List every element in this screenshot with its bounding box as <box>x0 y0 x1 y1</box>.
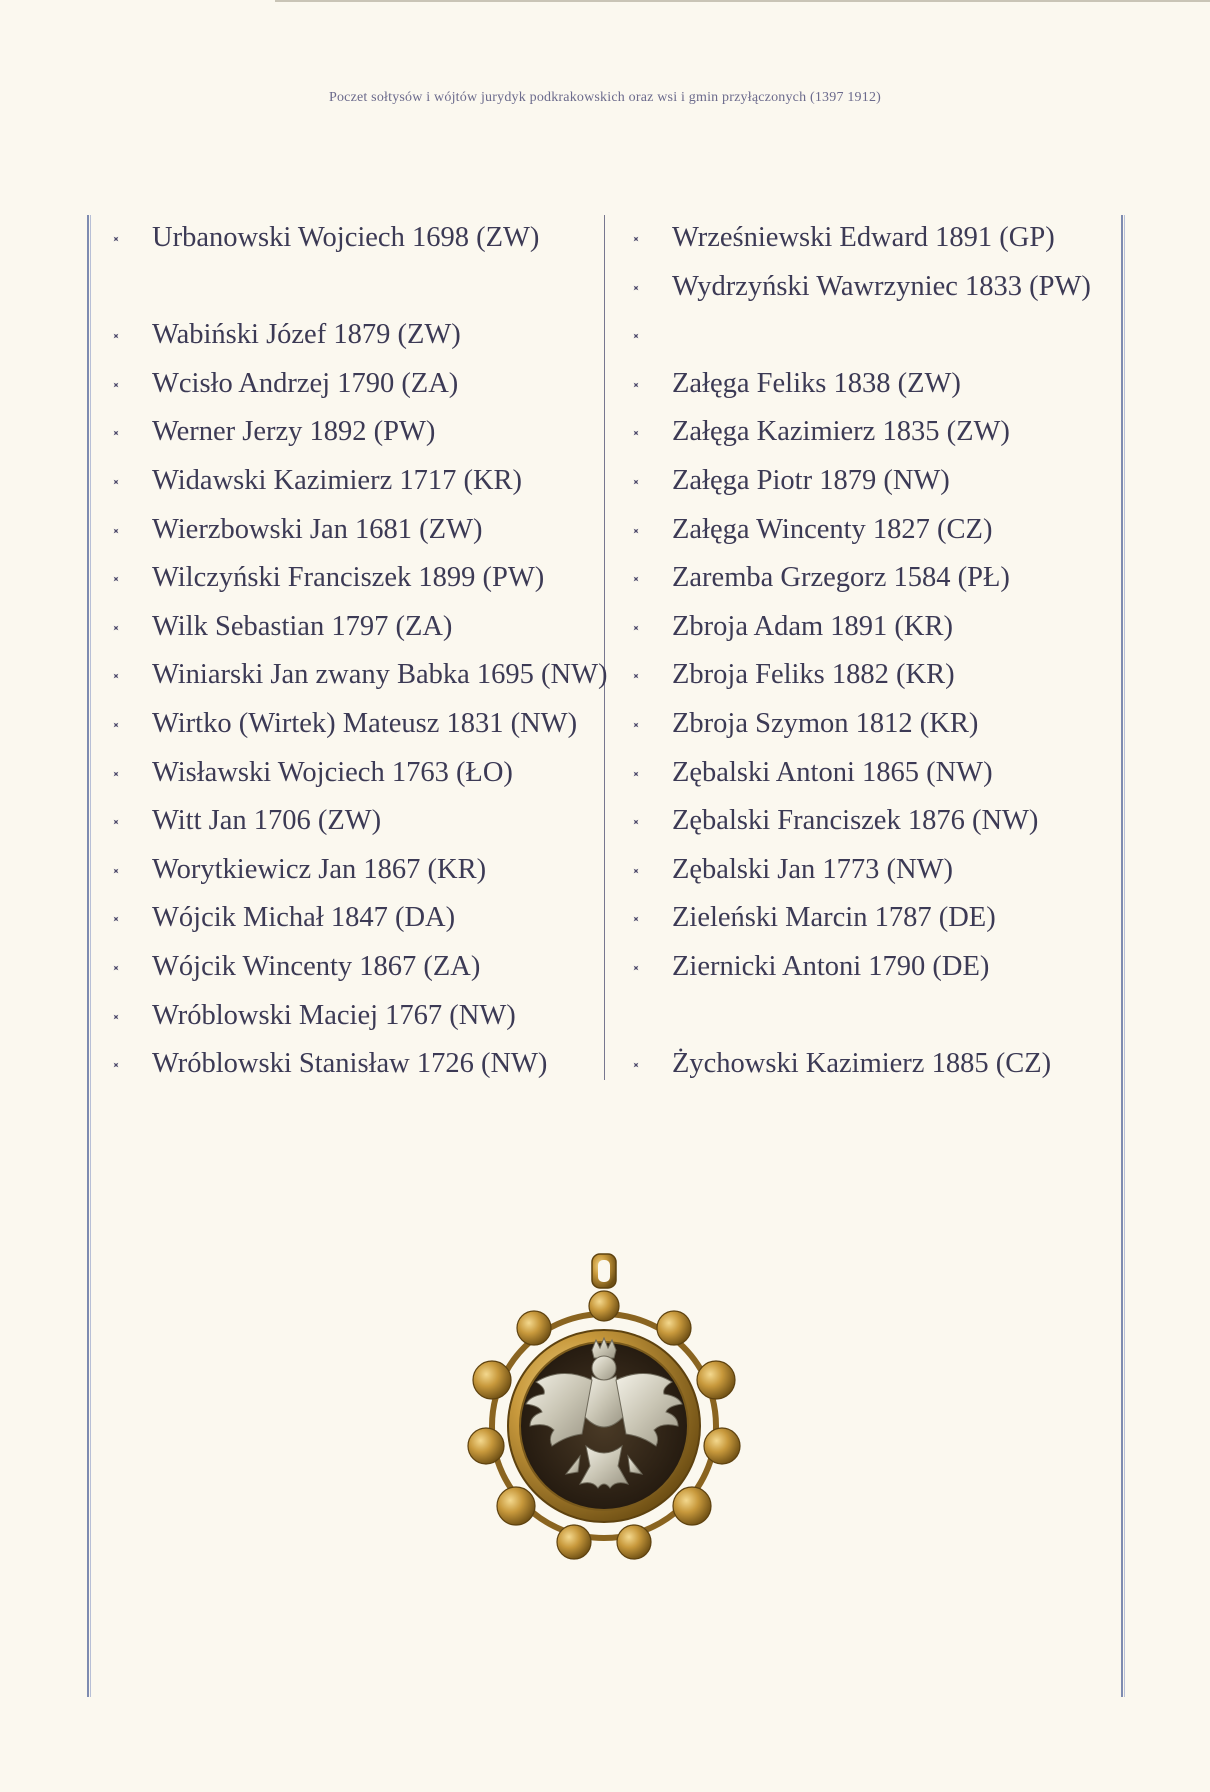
list-item <box>628 1040 1091 1089</box>
page-top-edge <box>275 0 1210 2</box>
bullet-icon <box>111 234 121 244</box>
entry-text: Zębalski Jan 1773 (NW) <box>672 853 953 885</box>
entry-text: Wróblowski Maciej 1767 (NW) <box>152 999 516 1031</box>
bullet-icon <box>111 963 121 973</box>
bullet-icon <box>631 866 641 876</box>
entry-text: Załęga Kazimierz 1835 (ZW) <box>672 416 1010 448</box>
entry-text: Wabiński Józef 1879 (ZW) <box>152 319 461 351</box>
entry-text: Zębalski Antoni 1865 (NW) <box>672 756 993 788</box>
list-item-empty-bullet <box>628 311 1091 360</box>
list-item <box>108 1040 608 1089</box>
list-item <box>628 943 1091 992</box>
entry-text: Wróblowski Stanisław 1726 (NW) <box>152 1048 548 1080</box>
list-item <box>628 457 1091 506</box>
left-border-rule-inner <box>90 215 91 1697</box>
list-item <box>108 700 608 749</box>
list-item <box>108 797 608 846</box>
list-item <box>108 749 608 798</box>
bullet-icon <box>631 283 641 293</box>
bullet-icon <box>111 331 121 341</box>
bullet-icon <box>111 672 121 682</box>
bullet-icon <box>631 234 641 244</box>
list-item <box>108 506 608 555</box>
list-item <box>108 457 608 506</box>
entry-text: Wrześniewski Edward 1891 (GP) <box>672 222 1055 253</box>
entry-text: Witt Jan 1706 (ZW) <box>152 805 382 837</box>
bullet-icon <box>111 1060 121 1070</box>
eagle-medallion-icon <box>466 1250 742 1560</box>
entry-text: Zbroja Szymon 1812 (KR) <box>672 707 979 739</box>
bullet-icon <box>631 623 641 633</box>
entry-text: Zieleński Marcin 1787 (DE) <box>672 902 996 934</box>
bullet-icon <box>631 672 641 682</box>
entry-text: Wilk Sebastian 1797 (ZA) <box>152 610 453 642</box>
list-item <box>108 992 608 1041</box>
bullet-icon <box>111 623 121 633</box>
entry-text: Wójcik Wincenty 1867 (ZA) <box>152 950 481 982</box>
bullet-icon <box>111 429 121 439</box>
bullet-icon <box>631 477 641 487</box>
list-item <box>628 797 1091 846</box>
entry-text: Wójcik Michał 1847 (DA) <box>152 902 456 934</box>
bullet-icon <box>111 380 121 390</box>
bullet-icon <box>111 769 121 779</box>
entry-text: Wcisło Andrzej 1790 (ZA) <box>152 367 459 399</box>
entry-text: Zbroja Feliks 1882 (KR) <box>672 659 955 691</box>
list-item <box>628 506 1091 555</box>
list-item <box>628 408 1091 457</box>
bullet-icon <box>631 963 641 973</box>
bullet-icon <box>111 526 121 536</box>
list-item-gap <box>628 992 1091 1041</box>
bullet-icon <box>111 915 121 925</box>
list-item <box>108 651 608 700</box>
list-item-gap <box>108 263 608 312</box>
list-item <box>628 263 1091 312</box>
entry-text: Załęga Feliks 1838 (ZW) <box>672 367 961 399</box>
entry-text: Załęga Wincenty 1827 (CZ) <box>672 513 993 545</box>
bullet-icon <box>111 866 121 876</box>
entry-text: Załęga Piotr 1879 (NW) <box>672 464 950 496</box>
entry-text: Zbroja Adam 1891 (KR) <box>672 610 953 642</box>
bullet-icon <box>111 817 121 827</box>
list-item <box>108 894 608 943</box>
bullet-icon <box>631 331 641 341</box>
bullet-icon <box>111 1012 121 1022</box>
bullet-icon <box>631 380 641 390</box>
bullet-icon <box>631 526 641 536</box>
entry-text: Urbanowski Wojciech 1698 (ZW) <box>152 222 540 253</box>
entry-text: Wirtko (Wirtek) Mateusz 1831 (NW) <box>152 707 578 739</box>
list-item <box>108 408 608 457</box>
bullet-icon <box>631 429 641 439</box>
list-item <box>108 311 608 360</box>
right-name-list <box>628 214 1091 1089</box>
entry-text: Winiarski Jan zwany Babka 1695 (NW) <box>152 659 608 691</box>
list-item <box>628 603 1091 652</box>
list-item <box>628 700 1091 749</box>
entry-text: Widawski Kazimierz 1717 (KR) <box>152 464 523 496</box>
entry-text: Worytkiewicz Jan 1867 (KR) <box>152 853 487 885</box>
list-item <box>628 894 1091 943</box>
entry-text: Wierzbowski Jan 1681 (ZW) <box>152 513 483 545</box>
entry-text: Wilczyński Franciszek 1899 (PW) <box>152 562 545 594</box>
list-item <box>628 749 1091 798</box>
list-item <box>108 603 608 652</box>
list-item <box>628 214 1091 263</box>
entry-text: Zębalski Franciszek 1876 (NW) <box>672 805 1039 837</box>
list-item <box>108 554 608 603</box>
list-item <box>108 943 608 992</box>
list-item <box>628 360 1091 409</box>
right-border-rule-inner <box>1124 215 1125 1697</box>
entry-text: Wydrzyński Wawrzyniec 1833 (PW) <box>672 270 1091 302</box>
list-item <box>108 360 608 409</box>
entry-text: Żychowski Kazimierz 1885 (CZ) <box>672 1048 1052 1080</box>
bullet-icon <box>111 574 121 584</box>
left-border-rule <box>87 215 89 1697</box>
bullet-icon <box>631 574 641 584</box>
left-name-list <box>108 214 608 1089</box>
bullet-icon <box>631 915 641 925</box>
list-item <box>108 846 608 895</box>
list-item <box>628 651 1091 700</box>
right-border-rule <box>1121 215 1123 1697</box>
entry-text: Werner Jerzy 1892 (PW) <box>152 416 436 448</box>
bullet-icon <box>631 1060 641 1070</box>
bullet-icon <box>631 769 641 779</box>
bullet-icon <box>631 817 641 827</box>
bullet-icon <box>631 720 641 730</box>
bullet-icon <box>111 720 121 730</box>
entry-text: Ziernicki Antoni 1790 (DE) <box>672 950 990 982</box>
list-item <box>628 554 1091 603</box>
entry-text: Wisławski Wojciech 1763 (ŁO) <box>152 756 513 788</box>
bullet-icon <box>111 477 121 487</box>
entry-text: Zaremba Grzegorz 1584 (PŁ) <box>672 562 1010 594</box>
list-item <box>108 214 608 263</box>
list-item <box>628 846 1091 895</box>
running-head: Poczet sołtysów i wójtów jurydyk podkrakowskich oraz wsi i gmin przyłączonych (1397 1912) <box>328 90 882 105</box>
